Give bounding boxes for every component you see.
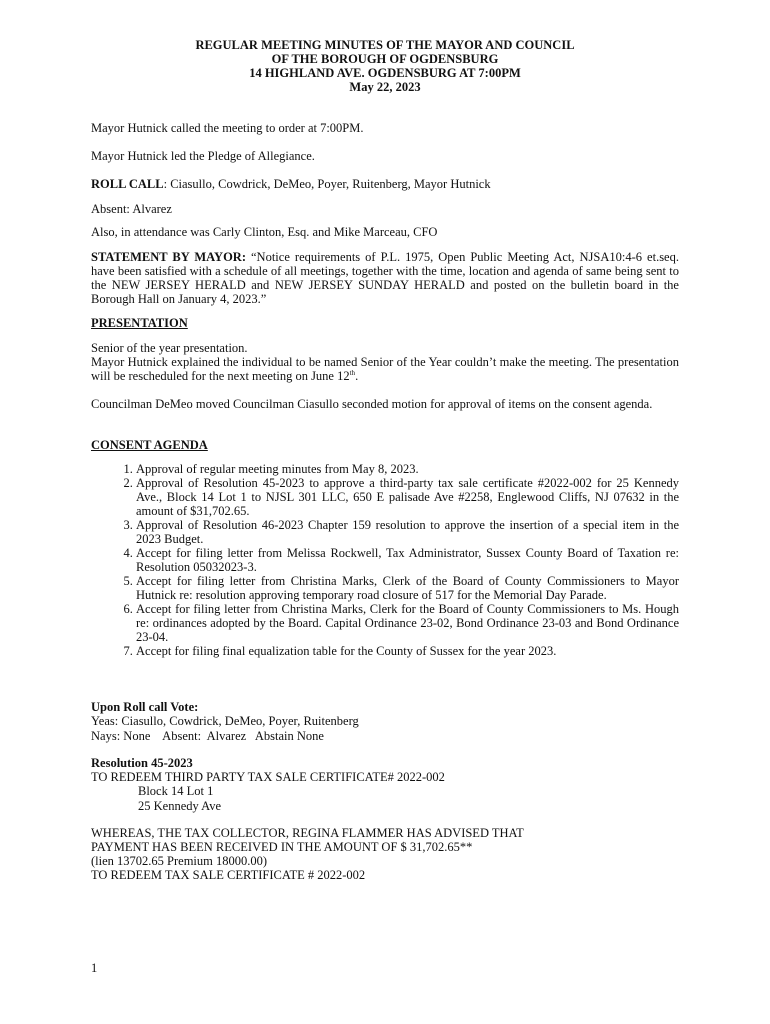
agenda-item: 1. Approval of regular meeting minutes from May 8, 2023. bbox=[136, 462, 679, 476]
statement-text: “Notice requirements of P.L. 1975, Open Public Meeting Act, NJSA10:4-6 et.seq. have been satisfied with a schedule of all meetings, together with the time, location and agenda of same being sent to the NEW JERSEY HERALD and NEW JERSEY SUNDAY HERALD and posted on the bulletin board in the Borough Hall on January 4, 2023.” bbox=[91, 250, 679, 306]
presentation-end: . bbox=[355, 369, 359, 383]
statement-label: STATEMENT BY MAYOR: bbox=[91, 250, 246, 264]
title-line-1: REGULAR MEETING MINUTES OF THE MAYOR AND COUNCIL bbox=[195, 38, 575, 52]
presentation-line-1: Senior of the year presentation. bbox=[91, 341, 248, 355]
presentation-heading: PRESENTATION bbox=[91, 316, 188, 330]
consent-agenda-list bbox=[91, 462, 679, 658]
attendance-line: Also, in attendance was Carly Clinton, Esq. and Mike Marceau, CFO bbox=[91, 225, 438, 239]
agenda-item: 3. Approval of Resolution 46-2023 Chapter 159 resolution to approve the insertion of a special item in the 2023 Budget. bbox=[136, 518, 679, 546]
document-title bbox=[0, 38, 770, 94]
resolution-block: Block 14 Lot 1 bbox=[138, 784, 214, 798]
consent-agenda-heading: CONSENT AGENDA bbox=[91, 438, 208, 452]
consent-motion: Councilman DeMeo moved Councilman Ciasullo seconded motion for approval of items on the consent agenda. bbox=[91, 397, 653, 411]
whereas-line-1: WHEREAS, THE TAX COLLECTOR, REGINA FLAMMER HAS ADVISED THAT bbox=[91, 826, 524, 840]
resolution-address: 25 Kennedy Ave bbox=[138, 799, 222, 813]
resolution-title: TO REDEEM THIRD PARTY TAX SALE CERTIFICATE# 2022-002 bbox=[91, 770, 445, 784]
whereas-line-4: TO REDEEM TAX SALE CERTIFICATE # 2022-002 bbox=[91, 868, 366, 882]
whereas-line-3: (lien 13702.65 Premium 18000.00) bbox=[91, 854, 268, 868]
agenda-item: 6. Accept for filing letter from Christina Marks, Clerk for the Board of County Commissioners to Ms. Hough re: ordinances adopted by the Board. Capital Ordinance 23-02, Bond Ordinance 23-03 and Bond Ordinance 23-04. bbox=[136, 602, 679, 644]
agenda-item: 5. Accept for filing letter from Christina Marks, Clerk of the Board of County Commissioners to Mayor Hutnick re: resolution approving temporary road closure of 517 for the Memorial Day Parade. bbox=[136, 574, 679, 602]
vote-heading: Upon Roll call Vote: bbox=[91, 700, 199, 714]
whereas-line-2: PAYMENT HAS BEEN RECEIVED IN THE AMOUNT OF $ 31,702.65** bbox=[91, 840, 473, 854]
title-line-3: 14 HIGHLAND AVE. OGDENSBURG AT 7:00PM bbox=[249, 66, 521, 80]
roll-call-label: ROLL CALL bbox=[91, 177, 164, 191]
roll-call-text: : Ciasullo, Cowdrick, DeMeo, Poyer, Ruitenberg, Mayor Hutnick bbox=[163, 177, 491, 191]
presentation-line-2 bbox=[91, 355, 679, 383]
presentation-explanation: Mayor Hutnick explained the individual to be named Senior of the Year couldn’t make the meeting. The presentation will be rescheduled for the next meeting on June 12 bbox=[91, 355, 679, 383]
call-to-order: Mayor Hutnick called the meeting to order at 7:00PM. bbox=[91, 121, 364, 135]
roll-call bbox=[91, 177, 679, 191]
agenda-item: 2. Approval of Resolution 45-2023 to approve a third-party tax sale certificate #2022-002 for 25 Kennedy Ave., Block 14 Lot 1 to NJSL 301 LLC, 650 E palisade Ave #2258, Englewood Cliffs, NJ 07632 in the amount of $31,702.65. bbox=[136, 476, 679, 518]
vote-yeas: Yeas: Ciasullo, Cowdrick, DeMeo, Poyer, Ruitenberg bbox=[91, 714, 359, 728]
ordinal-suffix: th bbox=[349, 368, 356, 377]
statement-by-mayor bbox=[91, 250, 679, 306]
page-number: 1 bbox=[91, 961, 98, 975]
vote-nays: Nays: None Absent: Alvarez Abstain None bbox=[91, 729, 324, 743]
agenda-item: 4. Accept for filing letter from Melissa Rockwell, Tax Administrator, Sussex County Board of Taxation re: Resolution 05032023-3. bbox=[136, 546, 679, 574]
title-line-2: OF THE BOROUGH OF OGDENSBURG bbox=[271, 52, 499, 66]
title-date: May 22, 2023 bbox=[349, 80, 421, 94]
resolution-heading: Resolution 45-2023 bbox=[91, 756, 193, 770]
absent-line: Absent: Alvarez bbox=[91, 202, 172, 216]
agenda-item: 7. Accept for filing final equalization table for the County of Sussex for the year 2023. bbox=[136, 644, 679, 658]
pledge: Mayor Hutnick led the Pledge of Allegiance. bbox=[91, 149, 315, 163]
